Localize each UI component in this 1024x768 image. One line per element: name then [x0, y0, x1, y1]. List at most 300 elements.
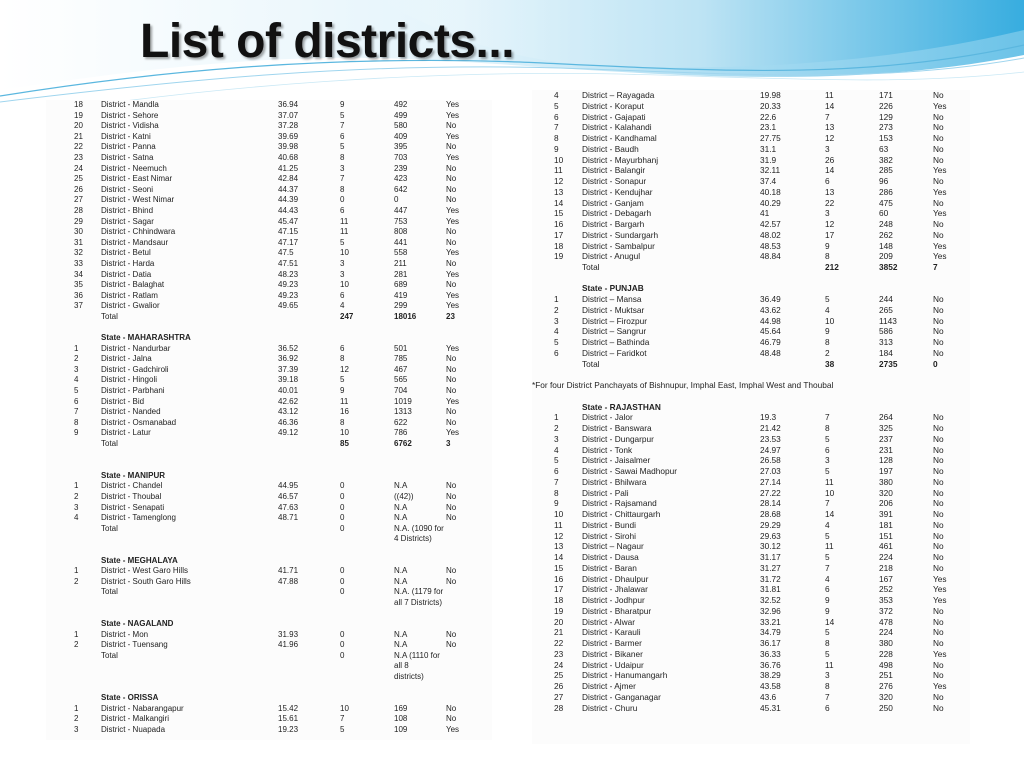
cell-count: 3: [825, 143, 830, 154]
table-row: [46, 280, 492, 291]
cell-sl-no: 3: [554, 433, 559, 444]
cell-count: 10: [340, 428, 349, 438]
cell-district-name: District - Bikaner: [582, 648, 643, 659]
cell-amount: 391: [879, 509, 893, 520]
cell-count: 5: [340, 110, 345, 120]
cell-value: 27.03: [760, 466, 781, 477]
table-row: [532, 541, 970, 552]
cell-amount: 60: [879, 208, 889, 219]
cell-count: 6: [825, 176, 830, 186]
cell-sl-no: 6: [554, 111, 559, 122]
cell-amount: 167: [879, 573, 893, 584]
cell-amount: 184: [879, 347, 893, 358]
cell-value: 43.6: [760, 691, 777, 702]
cell-value: 41.25: [278, 163, 299, 173]
cell-status: No: [933, 659, 944, 670]
table-row: [46, 121, 492, 132]
table-row: [46, 259, 492, 270]
cell-value: 15.42: [278, 703, 299, 713]
cell-amount: 0: [394, 195, 399, 205]
cell-status: No: [446, 502, 457, 512]
cell-district-name: District - Sambalpur: [582, 240, 655, 251]
cell-value: 39.98: [278, 142, 299, 152]
cell-status: Yes: [933, 251, 947, 262]
cell-count: 0: [340, 629, 345, 639]
cell-amount: 128: [879, 455, 893, 466]
cell-district-name: Total: [101, 523, 118, 533]
cell-value: 46.36: [278, 417, 299, 427]
cell-district-name: District - Nuapada: [101, 725, 166, 735]
cell-district-name: District - Vidisha: [101, 121, 159, 131]
cell-amount: 461: [879, 541, 893, 552]
cell-amount: 197: [879, 466, 893, 477]
table-row: [532, 112, 970, 123]
cell-status: No: [446, 375, 457, 385]
cell-count: 5: [825, 530, 830, 541]
cell-status: No: [446, 354, 457, 364]
cell-sl-no: 23: [554, 648, 564, 659]
cell-status: No: [446, 386, 457, 396]
cell-sl-no: 29: [74, 216, 83, 226]
cell-value: 28.68: [760, 509, 781, 520]
cell-amount: 689: [394, 280, 408, 290]
cell-amount: all 8: [394, 661, 409, 671]
cell-district-name: Total: [582, 358, 600, 369]
cell-count: 3: [340, 258, 345, 268]
cell-district-name: District - Chittaurgarh: [582, 509, 661, 520]
cell-district-name: District – Faridkot: [582, 347, 647, 358]
table-row: [532, 509, 970, 520]
cell-value: 36.76: [760, 659, 781, 670]
cell-count: 14: [825, 509, 835, 520]
cell-count: 5: [340, 142, 345, 152]
table-row: [46, 418, 492, 429]
cell-count: 11: [340, 396, 349, 406]
cell-sl-no: 21: [74, 131, 83, 141]
cell-count: 6: [340, 343, 345, 353]
cell-count: 9: [825, 605, 830, 616]
cell-count: 3: [340, 163, 345, 173]
cell-amount: N.A: [394, 513, 408, 523]
cell-status: No: [933, 541, 944, 552]
cell-count: 6: [340, 131, 345, 141]
cell-count: 7: [825, 498, 830, 509]
cell-status: Yes: [933, 165, 947, 176]
row-spacer: [532, 369, 970, 380]
cell-amount: 262: [879, 229, 893, 240]
cell-amount: 580: [394, 121, 408, 131]
table-row: [532, 165, 970, 176]
cell-value: 47.88: [278, 576, 299, 586]
table-row: [46, 428, 492, 439]
cell-amount: 251: [879, 670, 893, 681]
cell-sl-no: 24: [554, 659, 564, 670]
cell-sl-no: 28: [554, 702, 564, 713]
cell-sl-no: 4: [74, 375, 79, 385]
cell-district-name: District - Barmer: [582, 638, 642, 649]
cell-amount: 226: [879, 100, 893, 111]
cell-sl-no: 2: [74, 354, 79, 364]
cell-value: 39.69: [278, 131, 299, 141]
table-row: [532, 423, 970, 434]
cell-count: 6: [825, 584, 830, 595]
table-row: [532, 563, 970, 574]
table-row: [46, 227, 492, 238]
cell-district-name: District - Gwalior: [101, 301, 160, 311]
cell-count: 8: [825, 251, 830, 262]
table-row: [532, 455, 970, 466]
cell-sl-no: 5: [554, 100, 559, 111]
cell-status: No: [446, 513, 457, 523]
cell-count: 9: [340, 386, 345, 396]
cell-status: No: [933, 294, 944, 305]
cell-amount: 441: [394, 237, 408, 247]
cell-sl-no: 9: [554, 143, 559, 154]
cell-value: 45.31: [760, 702, 781, 713]
cell-amount: 325: [879, 423, 893, 434]
cell-status: No: [446, 280, 457, 290]
cell-amount: 753: [394, 216, 408, 226]
cell-value: 40.29: [760, 197, 781, 208]
cell-amount: 148: [879, 240, 893, 251]
cell-amount: 447: [394, 205, 408, 215]
cell-district-name: District - Thoubal: [101, 491, 162, 501]
cell-district-name: District - Harda: [101, 258, 155, 268]
cell-count: 9: [825, 326, 830, 337]
cell-count: 10: [825, 487, 835, 498]
cell-count: 0: [340, 650, 345, 660]
cell-district-name: District - Dausa: [582, 552, 639, 563]
cell-district-name: District - Tuensang: [101, 640, 168, 650]
cell-count: 12: [340, 364, 349, 374]
table-row: [46, 301, 492, 312]
cell-sl-no: 31: [74, 237, 83, 247]
cell-district-name: District - Karauli: [582, 627, 641, 638]
cell-amount: 1019: [394, 396, 412, 406]
cell-amount: N.A. (1179 for: [394, 587, 444, 597]
cell-value: 19.3: [760, 412, 777, 423]
cell-status: No: [933, 562, 944, 573]
cell-value: 27.75: [760, 133, 781, 143]
cell-count: 0: [340, 576, 345, 586]
cell-sl-no: 20: [74, 121, 83, 131]
cell-district-name: District - Chhindwara: [101, 227, 176, 237]
cell-district-name: District - Bundi: [582, 519, 636, 530]
cell-status: No: [446, 142, 457, 152]
cell-amount: 395: [394, 142, 408, 152]
cell-status: No: [933, 670, 944, 681]
cell-status: No: [446, 184, 457, 194]
cell-sl-no: 22: [554, 638, 564, 649]
cell-value: 24.97: [760, 444, 781, 455]
cell-status: Yes: [933, 240, 947, 251]
cell-status: No: [933, 143, 944, 154]
cell-status: No: [933, 412, 944, 423]
table-row: [532, 90, 970, 101]
cell-value: 49.12: [278, 428, 299, 438]
cell-amount: 206: [879, 498, 893, 509]
cell-amount: N.A: [394, 629, 408, 639]
cell-amount: 209: [879, 251, 893, 262]
cell-value: 48.02: [760, 229, 781, 240]
table-row: [46, 513, 492, 524]
cell-value: 26.58: [760, 455, 781, 466]
cell-sl-no: 4: [554, 90, 559, 100]
table-row: [46, 142, 492, 153]
cell-status: No: [933, 487, 944, 498]
cell-sl-no: 16: [554, 573, 564, 584]
cell-status: No: [933, 552, 944, 563]
cell-sl-no: 11: [554, 519, 563, 530]
cell-sl-no: 2: [554, 304, 559, 315]
cell-district-name: District - Sehore: [101, 110, 159, 120]
cell-status: No: [933, 315, 944, 326]
cell-district-name: District - Banswara: [582, 423, 652, 434]
state-heading: [532, 402, 970, 413]
cell-amount: 63: [879, 143, 889, 154]
cell-value: 27.14: [760, 476, 781, 487]
cell-count: 5: [825, 648, 830, 659]
cell-value: 36.94: [278, 100, 299, 109]
cell-value: 40.18: [760, 186, 781, 197]
cell-district-name: District - Bid: [101, 396, 145, 406]
cell-count: 14: [825, 165, 835, 176]
cell-status: No: [933, 476, 944, 487]
cell-status: No: [933, 638, 944, 649]
cell-sl-no: 28: [74, 205, 83, 215]
cell-amount: N.A: [394, 566, 408, 576]
cell-district-name: District - Parbhani: [101, 386, 165, 396]
district-table-right: [532, 90, 970, 744]
cell-sl-no: 35: [74, 280, 83, 290]
cell-status: Yes: [933, 100, 947, 111]
total-row: [532, 359, 970, 370]
cell-amount: 224: [879, 552, 893, 563]
cell-status: No: [446, 566, 457, 576]
row-spacer: [46, 545, 492, 556]
total-row: [46, 439, 492, 450]
cell-district-name: State - MAHARASHTRA: [101, 333, 191, 343]
cell-status: No: [446, 640, 457, 650]
cell-district-name: District - Hingoli: [101, 375, 158, 385]
cell-count: 8: [340, 152, 345, 162]
row-spacer: [46, 609, 492, 620]
cell-status: Yes: [933, 208, 947, 219]
cell-value: 49.23: [278, 290, 299, 300]
cell-count: 5: [825, 627, 830, 638]
cell-district-name: District - Sirohi: [582, 530, 636, 541]
cell-status: No: [933, 433, 944, 444]
cell-district-name: District - South Garo Hills: [101, 576, 191, 586]
cell-value: 46.79: [760, 337, 781, 348]
cell-amount: 423: [394, 174, 408, 184]
cell-value: 32.11: [760, 165, 781, 176]
cell-count: 4: [825, 573, 830, 584]
cell-amount: 498: [879, 659, 893, 670]
cell-value: 48.23: [278, 269, 299, 279]
table-row: [46, 238, 492, 249]
cell-amount: 785: [394, 354, 408, 364]
cell-sl-no: 1: [554, 412, 559, 423]
cell-district-name: District - Nandurbar: [101, 343, 171, 353]
cell-sl-no: 4: [554, 444, 559, 455]
cell-sl-no: 15: [554, 562, 564, 573]
cell-amount: 264: [879, 412, 893, 423]
cell-amount: N.A: [394, 481, 408, 491]
cell-sl-no: 1: [74, 566, 79, 576]
cell-sl-no: 5: [554, 337, 559, 348]
cell-amount: 273: [879, 122, 893, 133]
cell-value: 43.12: [278, 407, 299, 417]
cell-sl-no: 23: [74, 152, 83, 162]
cell-value: 37.28: [278, 121, 299, 131]
cell-amount: N.A: [394, 640, 408, 650]
cell-amount: 704: [394, 386, 408, 396]
cell-status: No: [933, 122, 944, 133]
cell-sl-no: 36: [74, 290, 83, 300]
cell-district-name: District - Tonk: [582, 444, 633, 455]
cell-district-name: District - Sawai Madhopur: [582, 466, 677, 477]
cell-value: 42.57: [760, 219, 781, 229]
table-row: [46, 725, 492, 736]
state-heading: [532, 283, 970, 294]
cell-status: 23: [446, 311, 455, 321]
table-row: [46, 714, 492, 725]
cell-status: No: [933, 702, 944, 713]
cell-district-name: District - Nabarangapur: [101, 703, 184, 713]
cell-value: 44.95: [278, 481, 299, 491]
cell-status: Yes: [446, 428, 460, 438]
table-row: [532, 208, 970, 219]
cell-amount: 96: [879, 176, 889, 186]
cell-status: No: [933, 347, 944, 358]
cell-sl-no: 8: [74, 417, 79, 427]
cell-sl-no: 25: [554, 670, 564, 681]
table-row: [532, 649, 970, 660]
cell-district-name: District - Balaghat: [101, 280, 165, 290]
cell-value: 48.48: [760, 347, 781, 358]
cell-sl-no: 12: [554, 176, 564, 186]
cell-value: 20.33: [760, 100, 781, 111]
row-spacer: [46, 460, 492, 471]
cell-amount: 642: [394, 184, 408, 194]
table-row: [46, 344, 492, 355]
cell-amount: 171: [879, 90, 893, 100]
cell-status: No: [446, 481, 457, 491]
cell-value: 27.22: [760, 487, 781, 498]
district-table-left: [46, 100, 492, 740]
cell-sl-no: 8: [554, 487, 559, 498]
cell-sl-no: 37: [74, 301, 83, 311]
table-row: [532, 305, 970, 316]
cell-district-name: District - Mandsaur: [101, 237, 169, 247]
cell-district-name: State - ORISSA: [101, 693, 159, 703]
cell-sl-no: 3: [74, 364, 79, 374]
cell-sl-no: 6: [554, 347, 559, 358]
cell-status: 0: [933, 358, 938, 369]
cell-sl-no: 20: [554, 616, 564, 627]
cell-value: 32.96: [760, 605, 781, 616]
cell-sl-no: 4: [554, 326, 559, 337]
cell-value: 40.01: [278, 386, 299, 396]
cell-sl-no: 6: [74, 396, 79, 406]
table-row: [532, 488, 970, 499]
cell-district-name: District - East Nimar: [101, 174, 173, 184]
table-row: [532, 155, 970, 166]
cell-value: 29.29: [760, 519, 781, 530]
cell-sl-no: 3: [74, 725, 79, 735]
cell-value: 22.6: [760, 111, 777, 122]
cell-count: 6: [825, 702, 830, 713]
cell-status: Yes: [933, 681, 947, 692]
cell-count: 26: [825, 154, 835, 165]
table-row: [532, 412, 970, 423]
cell-district-name: Total: [101, 439, 118, 448]
cell-amount: 109: [394, 725, 408, 735]
cell-status: Yes: [446, 110, 460, 120]
cell-value: 37.4: [760, 176, 777, 186]
cell-district-name: District - Sundargarh: [582, 229, 659, 240]
cell-sl-no: 11: [554, 165, 563, 176]
cell-district-name: District - Baran: [582, 562, 637, 573]
cell-value: 48.53: [760, 240, 781, 251]
table-row: [532, 531, 970, 542]
table-row: [46, 577, 492, 588]
cell-district-name: District - Pali: [582, 487, 629, 498]
table-row: [46, 397, 492, 408]
cell-count: 10: [340, 703, 349, 713]
cell-district-name: District - West Nimar: [101, 195, 175, 205]
cell-value: 42.62: [278, 396, 299, 406]
cell-district-name: District - Baudh: [582, 143, 639, 154]
cell-amount: districts): [394, 672, 424, 682]
cell-district-name: Total: [582, 262, 600, 272]
cell-status: No: [933, 444, 944, 455]
cell-count: 5: [340, 375, 345, 385]
cell-amount: 565: [394, 375, 408, 385]
cell-district-name: State - PUNJAB: [582, 283, 644, 294]
cell-district-name: District – Firozpur: [582, 315, 648, 326]
state-heading: [46, 619, 492, 630]
cell-sl-no: 32: [74, 248, 83, 258]
cell-status: Yes: [446, 725, 460, 735]
cell-status: Yes: [446, 269, 460, 279]
cell-count: 11: [825, 90, 834, 100]
cell-district-name: District - Ganganagar: [582, 691, 661, 702]
cell-district-name: District - Jodhpur: [582, 595, 645, 606]
table-row: [46, 354, 492, 365]
cell-district-name: Total: [101, 587, 118, 597]
cell-amount: 239: [394, 163, 408, 173]
cell-status: Yes: [933, 186, 947, 197]
cell-amount: 4 Districts): [394, 534, 432, 544]
cell-amount: N.A (1110 for: [394, 650, 440, 660]
cell-status: No: [933, 605, 944, 616]
cell-district-name: District - Anugul: [582, 251, 641, 262]
table-row: [532, 337, 970, 348]
table-row: [46, 524, 492, 535]
cell-status: No: [446, 195, 457, 205]
cell-district-name: State - NAGALAND: [101, 619, 174, 629]
cell-district-name: District - Kandhamal: [582, 133, 657, 143]
cell-amount: 382: [879, 154, 893, 165]
cell-value: 33.21: [760, 616, 781, 627]
cell-amount: 1313: [394, 407, 412, 417]
cell-count: 212: [825, 262, 839, 272]
cell-value: 48.71: [278, 513, 299, 523]
cell-count: 8: [825, 423, 830, 434]
cell-value: 37.07: [278, 110, 299, 120]
